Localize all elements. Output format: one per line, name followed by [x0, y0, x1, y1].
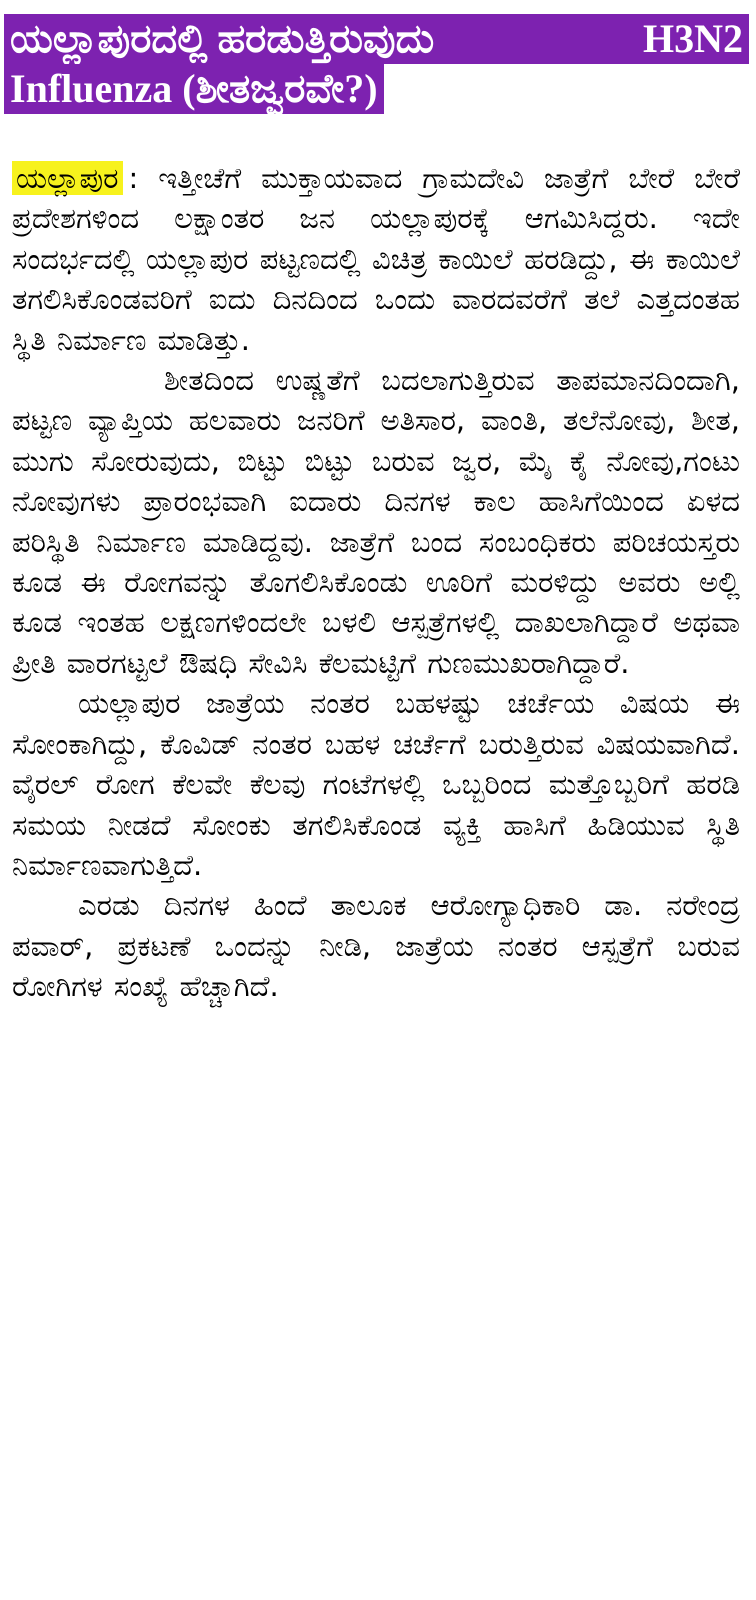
headline-virus-code: H3N2	[643, 16, 743, 61]
headline-line-1	[4, 14, 749, 64]
paragraph-1	[12, 158, 740, 360]
paragraph-2: ಶೀತದಿಂದ ಉಷ್ಣತೆಗೆ ಬದಲಾಗುತ್ತಿರುವ ತಾಪಮಾನದಿಂದಾಗಿ, ಪಟ್ಟಣ ವ್ಯಾಪ್ತಿಯ ಹಲವಾರು ಜನರಿಗೆ ಅತಿಸಾರ, ವಾಂತಿ, ತಲೆನೋವು, ಶೀತ, ಮುಗು ಸೋರುವುದು, ಬಿಟ್ಟು ಬಿಟ್ಟು ಬರುವ ಜ್ವರ, ಮೈ ಕೈ ನೋವು,ಗಂಟು ನೋವುಗಳು ಪ್ರಾರಂಭವಾಗಿ ಐದಾರು ದಿನಗಳ ಕಾಲ ಹಾಸಿಗೆಯಿಂದ ಏಳದ ಪರಿಸ್ಥಿತಿ ನಿರ್ಮಾಣ ಮಾಡಿದ್ದವು. ಜಾತ್ರೆಗೆ ಬಂದ ಸಂಬಂಧಿಕರು ಪರಿಚಯಸ್ತರು ಕೂಡ ಈ ರೋಗವನ್ನು ತೊಗಲಿಸಿಕೊಂಡು ಊರಿಗೆ ಮರಳಿದ್ದು ಅವರು ಅಲ್ಲಿ ಕೂಡ ಇಂತಹ ಲಕ್ಷಣಗಳಿಂದಲೇ ಬಳಲಿ ಆಸ್ಪತ್ರೆಗಳಲ್ಲಿ ದಾಖಲಾಗಿದ್ದಾರೆ ಅಥವಾ ಪ್ರೀತಿ ವಾರಗಟ್ಟಲೆ ಔಷಧಿ ಸೇವಿಸಿ ಕೆಲಮಟ್ಟಿಗೆ ಗುಣಮುಖರಾಗಿದ್ದಾರೆ.	[12, 363, 740, 680]
headline	[4, 14, 749, 114]
article-body	[12, 158, 740, 1007]
headline-kannada-text: ಯಲ್ಲಾಪುರದಲ್ಲಿ ಹರಡುತ್ತಿರುವುದು	[10, 16, 435, 61]
headline-line-2: Influenza (ಶೀತಜ್ವರವೇ?)	[4, 64, 384, 114]
paragraph-3: ಯಲ್ಲಾಪುರ ಜಾತ್ರೆಯ ನಂತರ ಬಹಳಷ್ಟು ಚರ್ಚೆಯ ವಿಷಯ ಈ ಸೋಂಕಾಗಿದ್ದು, ಕೊವಿಡ್ ನಂತರ ಬಹಳ ಚರ್ಚೆಗೆ ಬರುತ್ತಿರುವ ವಿಷಯವಾಗಿದೆ. ವೈರಲ್ ರೋಗ ಕೆಲವೇ ಕೆಲವು ಗಂಟೆಗಳಲ್ಲಿ ಒಬ್ಬರಿಂದ ಮತ್ತೊಬ್ಬರಿಗೆ ಹರಡಿ ಸಮಯ ನೀಡದೆ ಸೋಂಕು ತಗಲಿಸಿಕೊಂಡ ವ್ಯಕ್ತಿ ಹಾಸಿಗೆ ಹಿಡಿಯುವ ಸ್ಥಿತಿ ನಿರ್ಮಾಣವಾಗುತ್ತಿದೆ.	[12, 686, 740, 882]
paragraph-1-text: : ಇತ್ತೀಚೆಗೆ ಮುಕ್ತಾಯವಾದ ಗ್ರಾಮದೇವಿ ಜಾತ್ರೆಗೆ ಬೇರೆ ಬೇರೆ ಪ್ರದೇಶಗಳಿಂದ ಲಕ್ಷಾಂತರ ಜನ ಯಲ್ಲಾಪುರಕ್ಕೆ ಆಗಮಿಸಿದ್ದರು. ಇದೇ ಸಂದರ್ಭದಲ್ಲಿ ಯಲ್ಲಾಪುರ ಪಟ್ಟಣದಲ್ಲಿ ವಿಚಿತ್ರ ಕಾಯಿಲೆ ಹರಡಿದ್ದು, ಈ ಕಾಯಿಲೆ ತಗಲಿಸಿಕೊಂಡವರಿಗೆ ಐದು ದಿನದಿಂದ ಒಂದು ವಾರದವರೆಗೆ ತಲೆ ಎತ್ತದಂತಹ ಸ್ಥಿತಿ ನಿರ್ಮಾಣ ಮಾಡಿತ್ತು.	[12, 161, 740, 357]
dateline-place: ಯಲ್ಲಾಪುರ	[12, 161, 123, 195]
paragraph-4: ಎರಡು ದಿನಗಳ ಹಿಂದೆ ತಾಲೂಕ ಆರೋಗ್ಯಾಧಿಕಾರಿ ಡಾ. ನರೇಂದ್ರ ಪವಾರ್, ಪ್ರಕಟಣೆ ಒಂದನ್ನು ನೀಡಿ, ಜಾತ್ರೆಯ ನಂತರ ಆಸ್ಪತ್ರೆಗೆ ಬರುವ ರೋಗಿಗಳ ಸಂಖ್ಯೆ ಹೆಚ್ಚಾಗಿದೆ.	[12, 888, 740, 1004]
